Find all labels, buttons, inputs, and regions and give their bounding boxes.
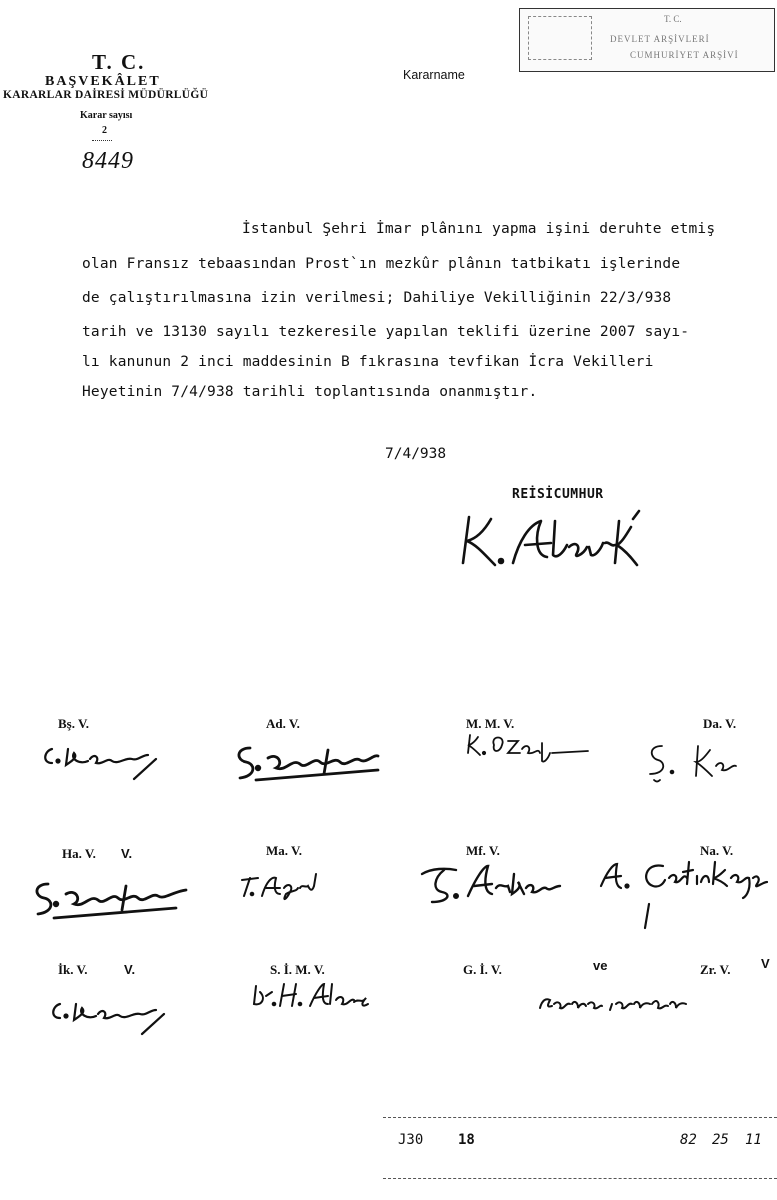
footer-number-2: 18 — [458, 1132, 475, 1148]
simv-signature — [250, 976, 380, 1016]
zr-v-signature — [534, 986, 704, 1020]
body-line-5: lı kanunun 2 inci maddesinin B fıkrasına tevfikan İcra Vekilleri — [82, 354, 654, 370]
ik-v-extra: V. — [124, 962, 136, 977]
body-line-1: İstanbul Şehri İmar plânını yapma işini deruhte etmiş — [242, 221, 716, 237]
simv-label: S. İ. M. V. — [270, 962, 325, 977]
body-line-3: de çalıştırılmasına izin verilmesi; Dahiliye Vekilliğinin 22/3/938 — [82, 290, 672, 306]
giv-label: G. İ. V. — [463, 962, 502, 977]
mmv-signature — [462, 727, 592, 767]
president-signature — [455, 505, 655, 575]
karar-sayisi-label: Karar sayısı — [80, 110, 133, 121]
footer-number-1: J30 — [398, 1132, 424, 1148]
bs-v-signature — [38, 735, 168, 783]
footer-number-3: 82 — [680, 1132, 697, 1148]
na-v-signature — [593, 852, 773, 932]
mf-v-label: Mf. V. — [466, 843, 500, 858]
ik-v-label: İk. V. — [58, 962, 88, 977]
handwritten-number: 8449 — [82, 148, 134, 174]
reisicumhur-title: REİSİCUMHUR — [512, 487, 604, 502]
doc-type: Kararname — [403, 68, 465, 82]
divider — [92, 140, 112, 141]
ik-v-signature — [46, 990, 176, 1038]
da-v-signature — [644, 736, 774, 786]
body-line-4: tarih ve 13130 sayılı tezkeresile yapılan teklifi üzerine 2007 sayı- — [82, 324, 690, 340]
zr-v-label: Zr. V. — [700, 962, 731, 977]
mf-v-signature — [418, 860, 578, 910]
footer-number-5: 11 — [745, 1132, 762, 1148]
header-dairesi: KARARLAR DAİRESİ MÜDÜRLÜĞÜ — [3, 89, 209, 101]
stamp-line-3: CUMHURİYET ARŞİVİ — [630, 50, 739, 60]
footer-number-4: 25 — [712, 1132, 729, 1148]
da-v-label: Da. V. — [703, 716, 737, 731]
header-basvekalet: BAŞVEKÂLET — [45, 74, 161, 89]
ha-v-signature — [26, 874, 196, 924]
footer-stamp — [383, 1117, 777, 1179]
stamp-line-2: DEVLET ARŞİVLERİ — [610, 34, 710, 44]
ma-v-signature — [236, 866, 336, 906]
body-line-6: Heyetinin 7/4/938 tarihli toplantısında onanmıştır. — [82, 384, 538, 400]
karar-sayisi-value: 2 — [102, 125, 107, 136]
ha-v-label: Ha. V. — [62, 846, 96, 861]
bs-v-label: Bş. V. — [58, 716, 89, 731]
ma-v-label: Ma. V. — [266, 843, 302, 858]
header-tc: T. C. — [92, 50, 146, 74]
giv-connector: ve — [593, 958, 608, 973]
document-date: 7/4/938 — [385, 446, 447, 462]
stamp-box — [528, 16, 592, 60]
na-v-label: Na. V. — [700, 843, 734, 858]
ad-v-signature — [228, 738, 398, 788]
stamp-line-1: T. C. — [664, 14, 682, 24]
mmv-label: M. M. V. — [466, 716, 515, 731]
zr-v-extra: V — [761, 956, 770, 971]
body-line-2: olan Fransız tebaasından Prost`ın mezkûr plânın tatbikatı işlerinde — [82, 256, 681, 272]
ha-v-extra: V. — [121, 846, 133, 861]
ad-v-label: Ad. V. — [266, 716, 300, 731]
